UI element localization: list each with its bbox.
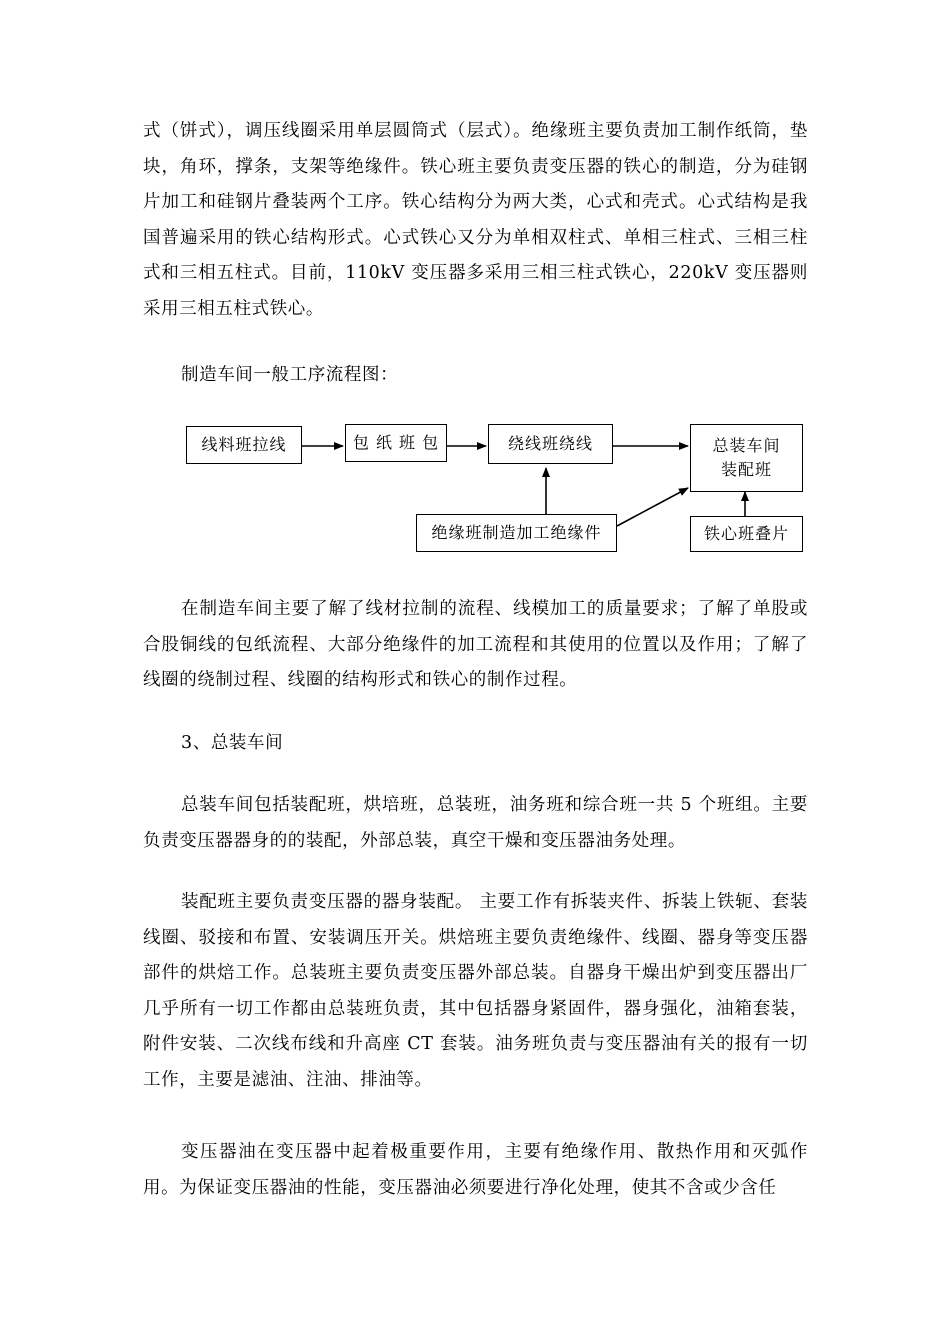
arrow-insulation-to-assembly	[617, 488, 688, 526]
box-assembly-line2: 装配班	[720, 460, 772, 479]
paragraph-assembly-teams: 装配班主要负责变压器的器身装配。 主要工作有拆装夹件、拆装上铁轭、套装线圈、驳接和布置、安装调压开关。烘焙班主要负责绝缘件、线圈、器身等变压器部件的烘焙工作。总装班主要负责变压器外部总装。自器身干燥出炉到变压器出厂几乎所有一切工作都由总装班负责，其中包括器身紧固件，器身强化，油箱套装，附件安装、二次线布线和升高座 CT 套装。油务班负责与变压器油有关的报有一切工作，主要是滤油、注油、排油等。	[143, 892, 808, 1090]
paragraph-assembly-overview: 总装车间包括装配班，烘培班，总装班，油务班和综合班一共 5 个班组。主要负责变压器器身的的装配，外部总装，真空干燥和变压器油务处理。	[143, 795, 808, 851]
box-assembly-line1: 总装车间	[712, 436, 781, 455]
flowchart-caption: 制造车间一般工序流程图：	[181, 365, 399, 385]
box-coil-winding: 绕线班绕线	[488, 424, 613, 464]
box-paper-wrapping: 包 纸 班 包	[345, 424, 447, 462]
box-insulation-parts: 绝缘班制造加工绝缘件	[416, 514, 617, 552]
section-heading-assembly: 3、总装车间	[181, 733, 284, 753]
box-wire-drawing: 线料班拉线	[186, 426, 302, 464]
paragraph-insulation-core: 式（饼式），调压线圈采用单层圆筒式（层式）。绝缘班主要负责加工制作纸筒，垫块，角环，撑条，支架等绝缘件。铁心班主要负责变压器的铁心的制造，分为硅钢片加工和硅钢片叠装两个工序。铁心结构分为两大类，心式和壳式。心式结构是我国普遍采用的铁心结构形式。心式铁心又分为单相双柱式、单相三柱式、三相三柱式和三相五柱式。目前，110kV 变压器多采用三相三柱式铁心，220kV 变压器则采用三相五柱式铁心。	[143, 121, 808, 319]
box-assembly	[690, 424, 803, 492]
paragraph-workshop-summary: 在制造车间主要了解了线材拉制的流程、线模加工的质量要求；了解了单股或合股铜线的包纸流程、大部分绝缘件的加工流程和其使用的位置以及作用；了解了线圈的绕制过程、线圈的结构形式和铁心的制作过程。	[143, 599, 808, 690]
process-flowchart	[185, 420, 805, 560]
paragraph-transformer-oil: 变压器油在变压器中起着极重要作用，主要有绝缘作用、散热作用和灭弧作用。为保证变压器油的性能，变压器油必须要进行净化处理，使其不含或少含任	[143, 1142, 808, 1198]
box-core-stacking: 铁心班叠片	[690, 516, 803, 552]
